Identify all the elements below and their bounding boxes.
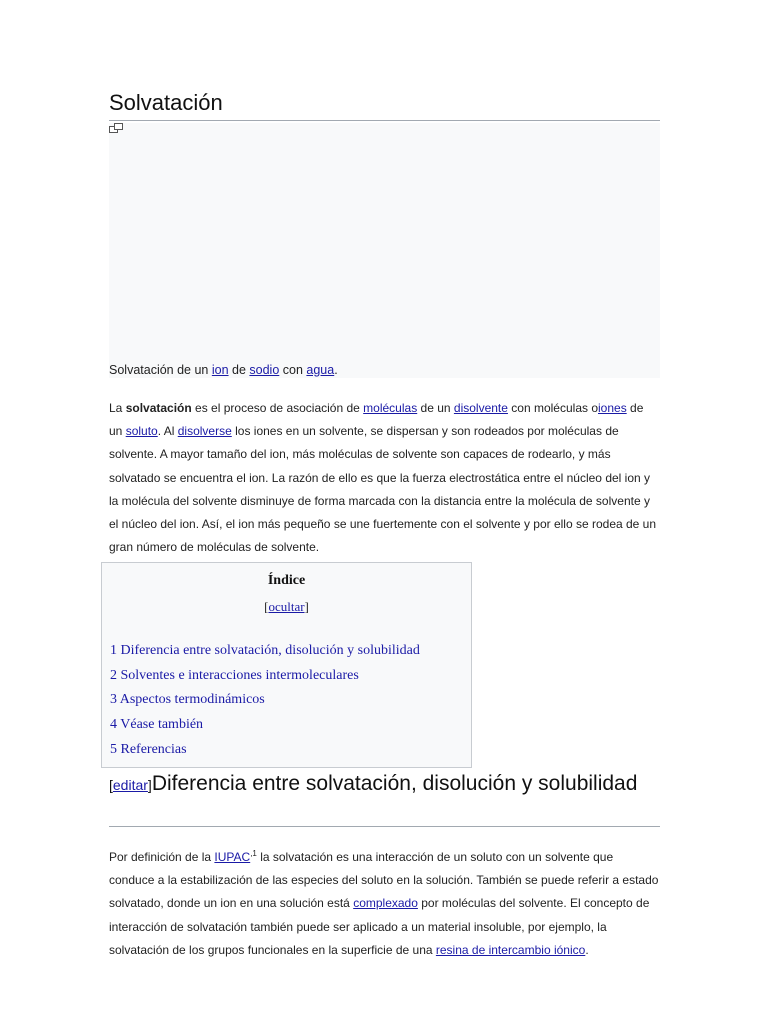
link-iupac[interactable]: IUPAC <box>214 850 251 864</box>
figure-caption: Solvatación de un ion de sodio con agua. <box>109 363 338 377</box>
toc-item-2[interactable]: 2 Solventes e interacciones intermoleculares <box>110 667 359 683</box>
link-soluto[interactable]: soluto <box>125 424 158 439</box>
toc-item-3[interactable]: 3 Aspectos termodinámicos <box>110 692 265 708</box>
sodium-solvation-diagram <box>109 123 660 353</box>
edit-link[interactable]: editar <box>112 777 148 793</box>
page-title: Solvatación <box>109 90 223 115</box>
link-ion[interactable]: ion <box>211 363 229 377</box>
table-of-contents <box>101 562 472 768</box>
toc-toggle: [ocultar] <box>264 599 309 614</box>
solvation-figure <box>109 123 660 378</box>
link-resina[interactable]: resina de intercambio iónico <box>435 942 586 957</box>
toc-item-1[interactable]: 1 Diferencia entre solvatación, disolución y solubilidad <box>110 643 420 658</box>
link-iones[interactable]: iones <box>598 401 627 415</box>
intro-paragraph: La solvatación es el proceso de asociación de moléculas de un disolvente con moléculas oiones de un soluto. Al disolverse los iones en un solvente, se dispersan y son rodeados por moléculas de solvente. A mayor tamaño del ion, más moléculas de solvente son capaces de rodearlo, y más solvatado se encuentra el ion. La razón de ello es que la fuerza electrostática entre el núcleo del ion y la molécula del solvente disminuye de forma marcada con la distancia entre la molécula de solvente y el núcleo del ion. Así, el ion más pequeño se une fuertemente con el solvente y por ello se rodea de un gran número de moléculas de solvente. <box>109 401 657 555</box>
section-paragraph: Por definición de la $IUPAC^{,1}$ la solvatación es una interacción de un soluto con un solvente que conduce a la estabilización de las especies del soluto en la solución. También se puede referir a estado solvatado, donde un ion en una solución está complexado por moléculas del solvente. El concepto de interacción de solvatación también puede ser aplicado a un material insoluble, por ejemplo, la solvatación de los grupos funcionales en la superficie de una resina de intercambio iónico. <box>109 849 659 957</box>
section-divider <box>109 826 660 827</box>
reference-1[interactable]: ,1 <box>250 849 257 858</box>
link-sodio[interactable]: sodio <box>249 363 280 377</box>
link-disolverse[interactable]: disolverse <box>177 424 232 439</box>
toc-list <box>110 639 420 763</box>
toc-item-4[interactable]: 4 Véase también <box>110 717 204 733</box>
enlarge-icon[interactable] <box>109 123 123 133</box>
link-complexado[interactable]: complexado <box>353 896 418 911</box>
link-agua[interactable]: agua <box>306 363 335 377</box>
link-moleculas[interactable]: moléculas <box>363 401 418 415</box>
section-heading: [editar]Diferencia entre solvatación, disolución y solubilidad <box>109 772 638 795</box>
toc-title: Índice <box>267 573 306 588</box>
edit-section: [editar] <box>109 777 152 793</box>
toc-hide-link[interactable]: ocultar <box>268 599 305 614</box>
toc-item-5[interactable]: 5 Referencias <box>110 741 187 757</box>
title-divider <box>109 120 660 121</box>
link-disolvente[interactable]: disolvente <box>453 401 508 415</box>
